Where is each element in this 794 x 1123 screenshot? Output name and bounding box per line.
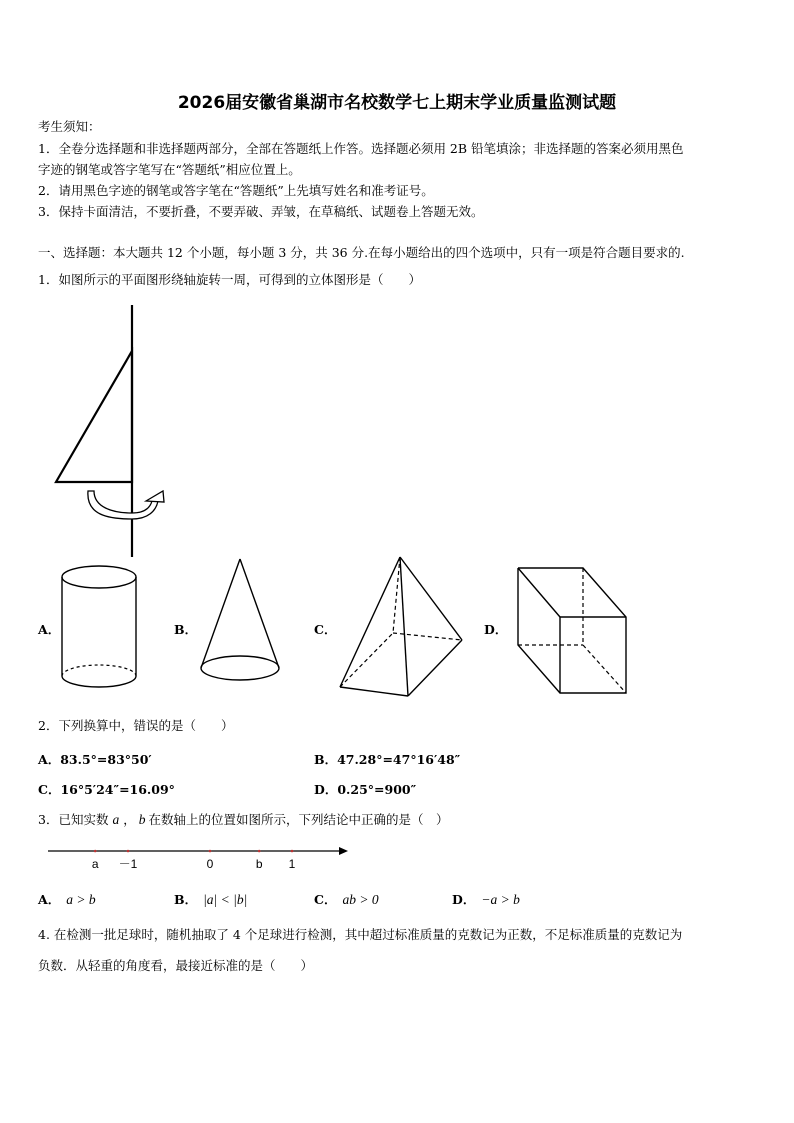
option-d: D．0.25°=900″ (314, 782, 417, 797)
notice-item: 2．请用黑色字迹的钢笔或答字笔在“答题纸”上先填写姓名和准考证号。 (38, 183, 434, 198)
question-4-line-2: 负数．从轻重的角度看，最接近标准的是（ ） (38, 958, 314, 973)
option-b-label: B． (174, 622, 198, 637)
question-3-sep: ， (123, 812, 136, 827)
number-line-label: a (91, 857, 99, 871)
notice-item: 1．全卷分选择题和非选择题两部分，全部在答题纸上作答。选择题必须用 2B 铅笔填涂；非选择题的答案必须用黑色 (38, 141, 684, 156)
q3-option-b: B． |a| < |b| (174, 892, 248, 907)
q3-option-b-expr: |a| < |b| (203, 892, 248, 907)
pyramid-figure (336, 554, 466, 700)
number-line-point (127, 850, 130, 853)
option-c: C．16°5′24″=16.09° (38, 782, 175, 797)
question-3-stem (38, 812, 448, 828)
option-b: B．47.28°=47°16′48″ (314, 752, 461, 767)
number-line-point (291, 850, 294, 853)
prism-figure (512, 564, 632, 696)
variable-b: b (138, 812, 146, 827)
notice-item: 3．保持卡面清洁，不要折叠，不要弄破、弄皱，在草稿纸、试题卷上答题无效。 (38, 204, 484, 219)
q3-option-d: D． −a > b (452, 892, 520, 907)
page-title: 2026届安徽省巢湖市名校数学七上期末学业质量监测试题 (177, 93, 617, 113)
option-d-label: D． (484, 622, 508, 637)
number-line-point (94, 850, 97, 853)
cylinder-figure (60, 563, 140, 693)
notice-heading: 考生须知： (38, 119, 101, 134)
number-line-label: b (255, 857, 263, 871)
number-line-point (209, 850, 212, 853)
cone-figure (196, 556, 286, 696)
question-3-stem-pre: 3．已知实数 (38, 812, 109, 827)
q3-option-d-expr: −a > b (481, 892, 520, 907)
q3-option-a-expr: a > b (66, 892, 96, 907)
section-heading: 一、选择题：本大题共 12 个小题，每小题 3 分，共 36 分.在每小题给出的四个选项中，只有一项是符合题目要求的. (38, 245, 685, 260)
notice-item: 字迹的钢笔或答字笔写在“答题纸”相应位置上。 (38, 162, 301, 177)
q3-option-c: C． ab > 0 (314, 892, 379, 907)
number-line-label: 1 (288, 857, 296, 871)
number-line-label: 0 (206, 857, 214, 871)
number-line-label: －1 (118, 857, 138, 871)
option-c-label: C． (314, 622, 337, 637)
option-a: A．83.5°=83°50′ (38, 752, 152, 767)
option-a-label: A． (38, 622, 61, 637)
number-line-point (258, 850, 261, 853)
question-1-stem: 1．如图所示的平面图形绕轴旋转一周，可得到的立体图形是（ ） (38, 272, 421, 287)
number-line (44, 842, 354, 874)
q3-option-c-expr: ab > 0 (342, 892, 379, 907)
question-2-stem: 2．下列换算中，错误的是（ ） (38, 718, 234, 733)
question-3-stem-post: 在数轴上的位置如图所示，下列结论中正确的是（ ） (148, 812, 449, 827)
variable-a: a (112, 812, 120, 827)
question-4-line-1: 4. 在检测一批足球时，随机抽取了 4 个足球进行检测，其中超过标准质量的克数记为正数，不足标准质量的克数记为 (38, 927, 683, 942)
q3-option-a: A． a > b (38, 892, 96, 907)
rotation-figure (50, 305, 170, 560)
